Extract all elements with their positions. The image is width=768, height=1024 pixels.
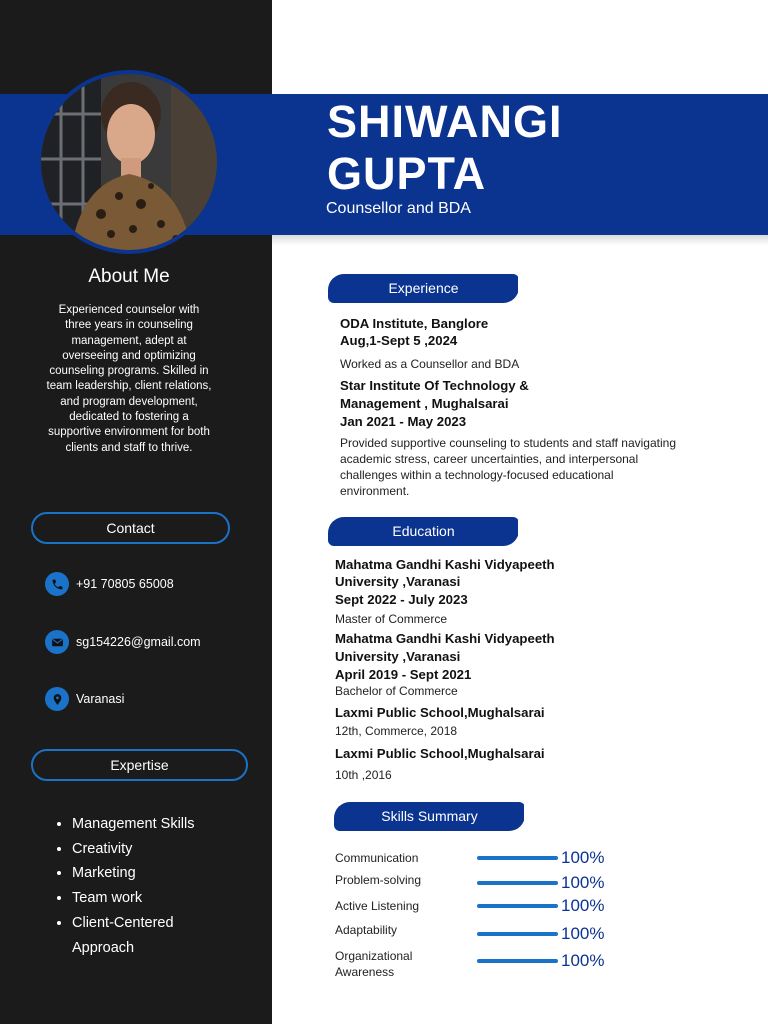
edu4-detail: 10th ,2016 [335,768,392,782]
skill-bar [477,881,558,885]
skills-heading: Skills Summary [334,802,525,831]
experience-heading: Experience [328,274,519,303]
name-heading [327,96,563,200]
location-icon [45,687,69,711]
phone-icon [45,572,69,596]
phone-text: +91 70805 65008 [76,577,174,591]
skill-bar [477,904,558,908]
exp2-dates: Jan 2021 - May 2023 [340,414,467,429]
education-heading: Education [328,517,519,546]
first-name: SHIWANGI [327,96,563,147]
skill-label: Communication [335,851,419,865]
skill-level: 100% [561,924,605,943]
expertise-item: • Marketing [72,861,195,886]
edu2-degree: Bachelor of Commerce [335,684,458,698]
edu2-line2: University ,Varanasi [335,649,461,664]
about-text: Experienced counselor with three years in counseling management, adept at overseeing and optimizing counseling programs. Skilled in team leadership, client relations, and program development, dedicated to fostering a supportive environment for both clients and staff to thrive. [46,304,212,454]
skill-label: Problem-solving [335,873,422,887]
skill-label [335,948,412,980]
expertise-item: • Team work [72,886,195,911]
skill-label-line1: Organizational [335,949,413,963]
edu1-line2: University ,Varanasi [335,574,461,589]
email-icon [45,630,69,654]
skill-bar [477,932,558,936]
expertise-item: • Creativity [72,837,195,862]
exp2-org-line2: Management , Mughalsarai [340,396,509,411]
exp1-desc: Worked as a Counsellor and BDA [340,357,520,371]
exp2-desc: Provided supportive counseling to students and staff navigating academic stress, career uncertainties, and interpersonal challenges within a technology-focused educational environment. [340,436,676,498]
edu1-dates: Sept 2022 - July 2023 [335,592,468,607]
edu1-degree: Master of Commerce [335,612,448,626]
last-name: GUPTA [327,148,487,199]
expertise-item: • Client-Centered Approach [72,911,192,960]
skill-level: 100% [561,848,605,867]
expertise-list [48,812,195,960]
skill-bar [477,959,558,963]
expertise-heading: Expertise [31,749,248,781]
expertise-item: • Management Skills [72,812,195,837]
edu1-line1: Mahatma Gandhi Kashi Vidyapeeth [335,557,555,572]
edu3-detail: 12th, Commerce, 2018 [335,724,458,738]
skill-label: Adaptability [335,923,398,937]
edu4-school: Laxmi Public School,Mughalsarai [335,746,545,761]
email-text: sg154226@gmail.com [76,635,201,649]
exp1-dates: Aug,1-Sept 5 ,2024 [340,333,458,348]
skill-level: 100% [561,951,605,970]
contact-email[interactable] [45,630,201,654]
contact-heading: Contact [31,512,230,544]
exp1-org: ODA Institute, Banglore [340,316,489,331]
role-subtitle: Counsellor and BDA [326,200,471,217]
contact-phone[interactable] [45,572,174,596]
profile-photo [37,70,221,254]
skill-label: Active Listening [335,899,420,913]
profile-photo-graphic [41,74,217,250]
skill-level: 100% [561,873,605,892]
skill-bar [477,856,558,860]
banner-shadow [272,235,768,245]
contact-location [45,687,124,711]
about-title: About Me [88,266,170,287]
skill-level: 100% [561,896,605,915]
edu3-school: Laxmi Public School,Mughalsarai [335,705,545,720]
exp2-org-line1: Star Institute Of Technology & [340,378,529,393]
skill-label-line2: Awareness [335,965,395,979]
edu2-line1: Mahatma Gandhi Kashi Vidyapeeth [335,631,555,646]
location-text: Varanasi [76,692,125,706]
edu2-dates: April 2019 - Sept 2021 [335,667,472,682]
